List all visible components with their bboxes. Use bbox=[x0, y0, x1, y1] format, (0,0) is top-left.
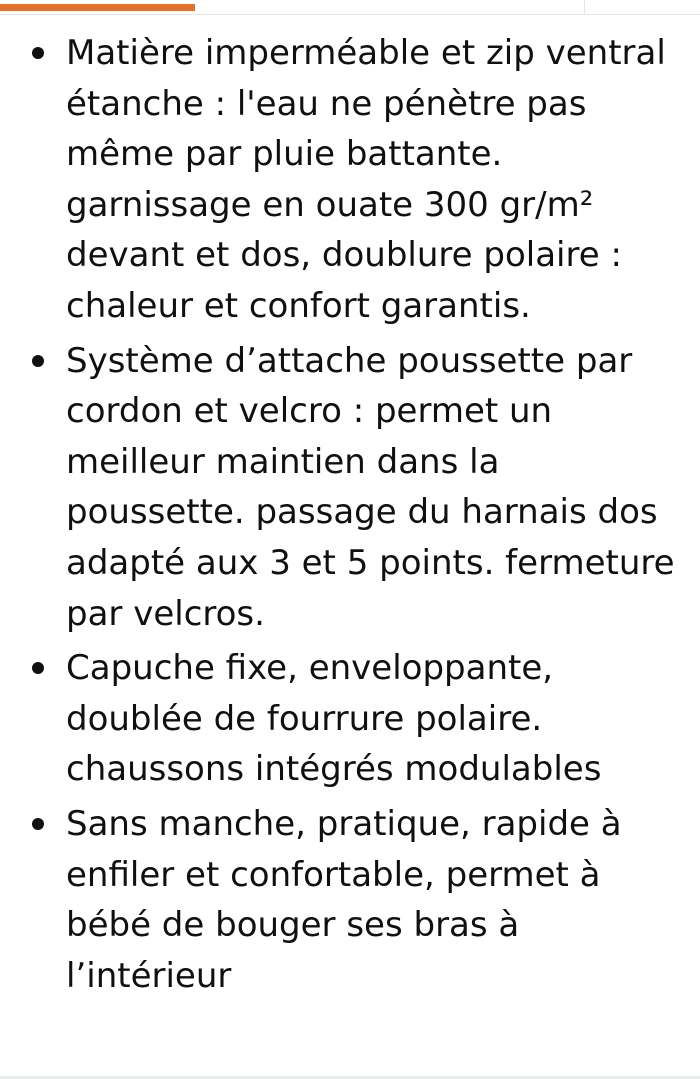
feature-bullet-sleeveless bbox=[0, 799, 700, 1001]
feature-bullet-text: Sans manche, pratique, rapide à enfiler et confortable, permet à bébé de bouger ses bras à l’intérieur bbox=[66, 803, 622, 996]
bullet-dot-icon bbox=[32, 355, 44, 367]
active-tab-indicator bbox=[0, 4, 195, 11]
feature-bullet-list bbox=[0, 28, 700, 1005]
bullet-dot-icon bbox=[32, 818, 44, 830]
feature-bullet-stroller-attachment bbox=[0, 336, 700, 640]
bullet-dot-icon bbox=[32, 47, 44, 59]
bullet-dot-icon bbox=[32, 662, 44, 674]
feature-bullet-waterproof bbox=[0, 28, 700, 332]
tab-divider bbox=[584, 0, 585, 14]
feature-bullet-text: Système d’attache poussette par cordon et velcro : permet un meilleur maintien dans la poussette. passage du harnais dos adapté aux 3 et 5 points. fermeture par velcros. bbox=[66, 340, 675, 634]
feature-bullet-text: Matière imperméable et zip ventral étanche : l'eau ne pénètre pas même par pluie battante. garnissage en ouate 300 gr/m² devant et dos, doublure polaire : chaleur et confort garantis. bbox=[66, 33, 666, 326]
top-tab-bar bbox=[0, 0, 700, 15]
feature-bullet-hood bbox=[0, 643, 700, 795]
feature-bullet-text: Capuche fixe, enveloppante, doublée de fourrure polaire. chaussons intégrés modulables bbox=[66, 648, 602, 790]
